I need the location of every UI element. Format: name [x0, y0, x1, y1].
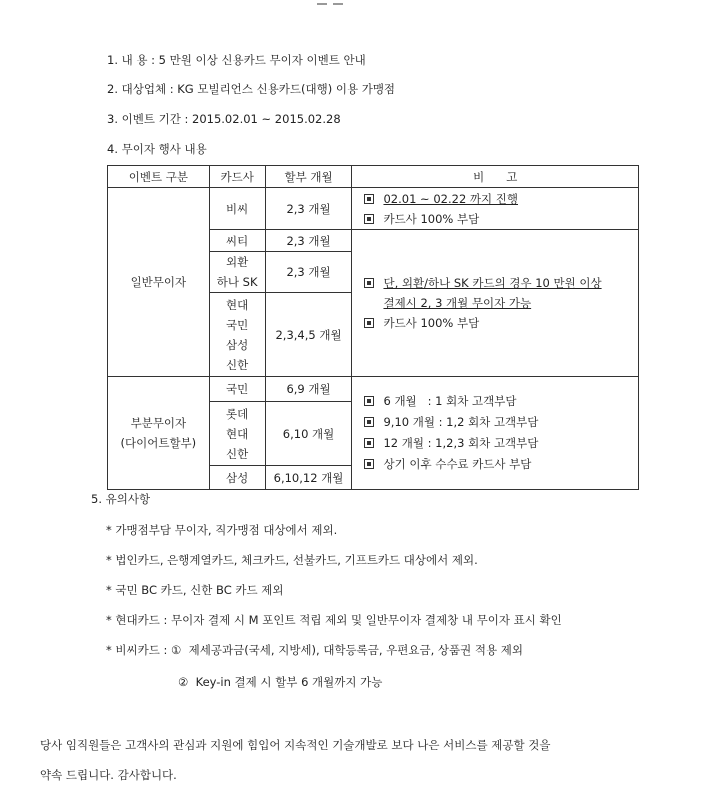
table-header-row — [108, 166, 639, 188]
months-cell: 2,3 개월 — [265, 188, 352, 230]
partial-label: 부분무이자 (다이어트할부) — [108, 377, 210, 490]
caution-3: * 국민 BC 카드, 신한 BC 카드 제외 — [106, 583, 284, 597]
general-note-1: 02.01 ~ 02.22 까지 진행 카드사 100% 부담 — [352, 188, 639, 230]
bullet-icon — [364, 396, 374, 406]
bullet-icon — [364, 417, 374, 427]
caution-5: * 비씨카드 : ① 제세공과금(국세, 지방세), 대학등록금, 우편요금, 상품권 적용 제외 — [106, 643, 524, 657]
header-event-type: 이벤트 구분 — [108, 166, 210, 188]
card-cell: 비씨 — [209, 188, 265, 230]
partial-notes: 6 개월 : 1 회차 고객부담 9,10 개월 : 1,2 회차 고객부담 12 개월 : 1,2,3 회차 고객부담 상기 이후 수수료 카드사 부담 — [352, 377, 639, 490]
general-note-2: 단, 외환/하나 SK 카드의 경우 10 만원 이상 결제시 2, 3 개월 무이자 가능 카드사 100% 부담 — [352, 230, 639, 377]
months-cell: 2,3 개월 — [265, 230, 352, 252]
card-cell: 삼성 — [209, 466, 265, 490]
table-row — [108, 377, 639, 402]
header-installment-months: 할부 개월 — [265, 166, 352, 188]
closing-line-1: 당사 임직원들은 고객사의 관심과 지원에 힘입어 지속적인 기술개발로 보다 나은 서비스를 제공할 것을 — [40, 738, 551, 752]
card-cell: 롯데 현대 신한 — [209, 402, 265, 466]
header-card-company: 카드사 — [209, 166, 265, 188]
card-cell: 국민 — [209, 377, 265, 402]
header-remarks: 비 고 — [352, 166, 639, 188]
months-cell: 2,3 개월 — [265, 252, 352, 293]
bullet-icon — [364, 459, 374, 469]
months-cell: 2,3,4,5 개월 — [265, 293, 352, 377]
card-cell: 현대 국민 삼성 신한 — [209, 293, 265, 377]
item-content: 1. 내 용 : 5 만원 이상 신용카드 무이자 이벤트 안내 — [107, 53, 366, 67]
caution-4: * 현대카드 : 무이자 결제 시 M 포인트 적립 제외 및 일반무이자 결제창 내 무이자 표시 확인 — [106, 613, 562, 627]
months-cell: 6,10 개월 — [265, 402, 352, 466]
item-period: 3. 이벤트 기간 : 2015.02.01 ~ 2015.02.28 — [107, 112, 341, 126]
caution-1: * 가맹점부담 무이자, 직가맹점 대상에서 제외. — [106, 523, 338, 537]
item-target: 2. 대상업체 : KG 모빌리언스 신용카드(대행) 이용 가맹점 — [107, 82, 396, 96]
event-table — [107, 165, 639, 490]
cautions-title: 5. 유의사항 — [91, 492, 151, 506]
item-event-details: 4. 무이자 행사 내용 — [107, 142, 207, 156]
card-cell: 외환 하나 SK — [209, 252, 265, 293]
caution-2: * 법인카드, 은행계열카드, 체크카드, 선불카드, 기프트카드 대상에서 제외. — [106, 553, 478, 567]
table-row — [108, 188, 639, 230]
months-cell: 6,10,12 개월 — [265, 466, 352, 490]
months-cell: 6,9 개월 — [265, 377, 352, 402]
closing-line-2: 약속 드립니다. 감사합니다. — [40, 768, 177, 782]
bullet-icon — [364, 194, 374, 204]
bullet-icon — [364, 214, 374, 224]
top-mark — [317, 0, 347, 2]
bullet-icon — [364, 318, 374, 328]
caution-6: ② Key-in 결제 시 할부 6 개월까지 가능 — [178, 675, 383, 689]
bullet-icon — [364, 278, 374, 288]
general-label: 일반무이자 — [108, 188, 210, 377]
card-cell: 씨티 — [209, 230, 265, 252]
bullet-icon — [364, 438, 374, 448]
